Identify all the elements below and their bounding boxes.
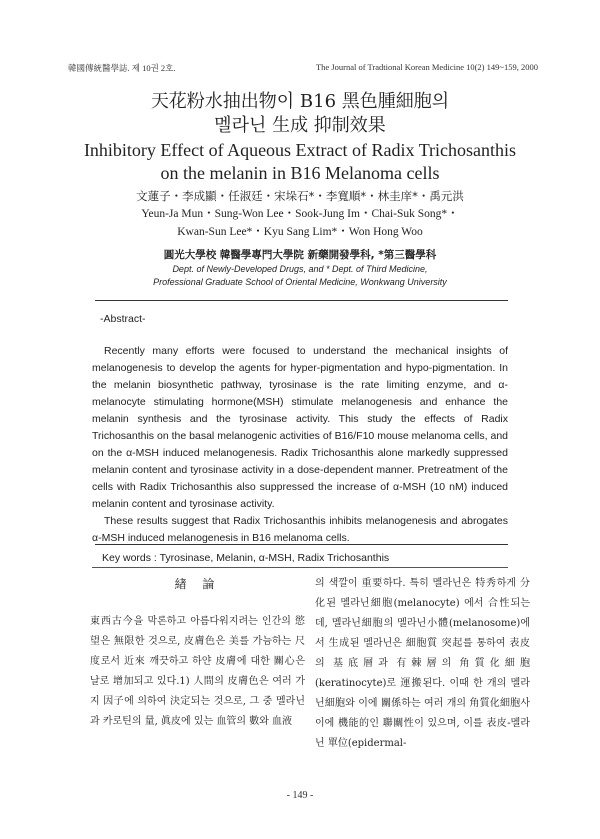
title-en-line2: on the melanin in B16 Melanoma cells [160,163,440,183]
abstract-top-rule [95,300,508,301]
affiliation-en-line2: Professional Graduate School of Oriental Medicine, Wonkwang University [153,277,447,287]
section-title-introduction: 緖 論 [174,577,221,591]
abstract-bottom-rule [95,544,508,545]
body-text-left: 東西古今을 막론하고 아름다워지려는 인간의 慾望은 無限한 것으로, 皮膚色은 美를 가늠하는 尺度로서 近來 깨끗하고 하얀 皮膚에 대한 關心은 날로 增加되고 있다.1) 人間의 皮膚色은 여러 가지 因子에 의하여 決定되는 것으로, 그 중 멜라닌과 카로틴의 量, 眞皮에 있는 血管의 數와 血液 [90,616,305,727]
authors-en-line2: Kwan-Sun Lee*・Kyu Sang Lim*・Won Hong Woo [177,226,423,238]
abstract-paragraph-1: Recently many efforts were focused to understand the mechanical insights of melanogenesis to develop the agents for hyper-pigmentation and hypo-pigmentation. In the melanin biosynthetic pathway, tyrosinase is the rate limiting enzyme, and α-melanocyte stimulating hormone(MSH) stimulate melanogenesis and enhance the melanin synthesis and the tyrosinase activity. This study the effects of Radix Trichosanthis on the basal melanogenic activities of B16/F10 mouse melanoma cells, and on the α-MSH induced melanogenesis. Radix Trichosanthis alone markedly suppressed melanin content and tyrosinase activity in a dose-dependent manner. Pretreatment of the cells with Radix Trichosanthis also suppressed the increase of α-MSH (10 nM) induced melanin content and tyrosinase activity. [92,345,508,510]
title-ko-line2: 멜라닌 生成 抑制效果 [214,115,386,136]
journal-name-ko: 韓國傳統醫學誌. 제 10권 2호. [68,63,176,73]
title-block [0,90,600,184]
affiliation-ko: 圓光大學校 韓醫學專門大學院 新藥開發學科, *第三醫學科 [163,249,437,261]
page-number: - 149 - [286,790,314,801]
affiliation-en-line1: Dept. of Newly-Developed Drugs, and * Dept. of Third Medicine, [172,264,428,274]
authors-en-line1: Yeun-Ja Mun・Sung-Won Lee・Sook-Jung Im・Chai-Suk Song*・ [141,208,459,220]
keywords-rule [92,567,508,568]
journal-citation-en: The Journal of Tradtional Korean Medicine 10(2) 149~159, 2000 [315,62,538,72]
body-column-right [315,574,530,754]
affiliation-block [0,247,600,289]
keywords: Key words : Tyrosinase, Melanin, α-MSH, Radix Trichosanthis [102,552,390,564]
body-text-right: 의 색깔이 重要하다. 특히 멜라닌은 特秀하게 分化된 멜라닌細胞(melanocyte) 에서 合性되는데, 멜라닌細胞의 멜라닌小體(melanosome)에서 生成된 멜라닌은 細胞質 突起를 통하여 表皮의 基底層과 有棘層의 角質化細胞(keratinocyte)로 運搬된다. 이때 한 개의 멜라닌細胞와 이에 關係하는 여러 개의 角質化細胞사이에 機能的인 聯關性이 있으며, 이를 表皮-멜라닌 單位(epidermal- [315,578,530,749]
abstract-paragraph-2: These results suggest that Radix Trichosanthis inhibits melanogenesis and abrogates α-MSH induced melanogenesis in B16 melanoma cells. [92,515,508,544]
author-block [0,188,600,241]
title-en-line1: Inhibitory Effect of Aqueous Extract of Radix Trichosanthis [83,140,517,160]
abstract-label: -Abstract- [100,313,146,325]
abstract-body [92,343,508,547]
authors-ko: 文蓮子・李成顯・任淑廷・宋垛石*・李寬順*・林圭庠*・禹元洪 [136,189,464,203]
title-ko-line1: 天花粉水抽出物이 B16 黑色腫細胞의 [150,91,450,112]
body-column-left [90,574,305,732]
